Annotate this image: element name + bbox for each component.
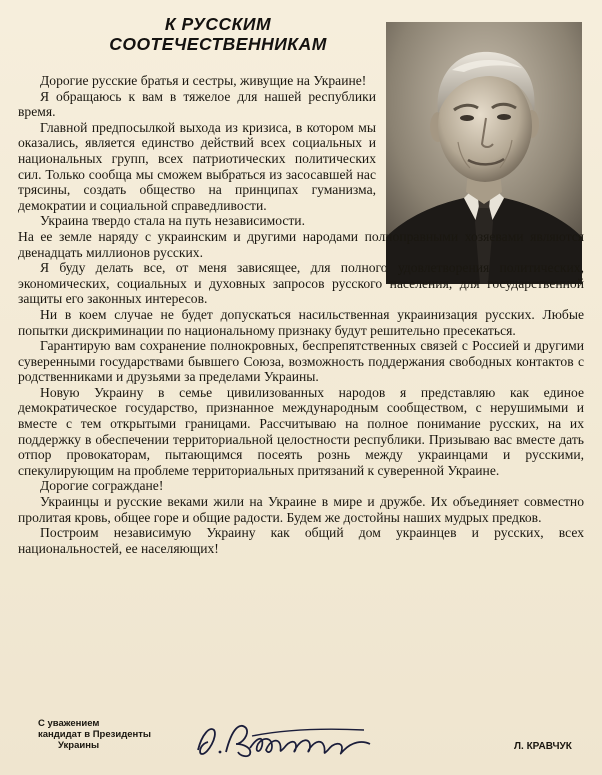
paragraph-friendship: Украинцы и русские веками жили на Украине в мире и дружбе. Их объединяет совместно пролитая кровь, общее горе и общие радости. Будем же достойны наших мудрых предков. (18, 494, 584, 525)
paragraph-dear-citizens: Дорогие сограждане! (40, 478, 164, 494)
paragraph-independence-start: Украина твердо стала на путь независимости. (40, 213, 305, 229)
signature-text: Л. Кравчук (192, 714, 197, 715)
paragraph-rights: Я буду делать все, от меня зависящее, для полного удовлетворения политических, экономических, социальных и духовных запросов русского населения, для государственной защиты его законных интересов. (18, 260, 584, 307)
letter-main-block (18, 229, 584, 556)
closing-line-3: Украины (58, 740, 100, 751)
paragraph-unity: Главной предпосылкой выхода из кризиса, в котором мы оказались, является единство действий всех социальных и национальных групп, всех патриотических политических сил. Только сообща мы сможем выбраться из засосавшей нас трясины, создать общество на принципах гуманизма, демократии и социальной справедливости. (18, 119, 376, 213)
signatory-name: Л. КРАВЧУК (514, 741, 572, 752)
paragraph-ties: Гарантирую вам сохранение полнокровных, беспрепятственных связей с Россией и другими суверенными государствами бывшего Союза, возможность поддержания свободных контактов с родственниками и друзьями за пределами Украины. (18, 338, 584, 385)
paragraph-greeting: Дорогие русские братья и сестры, живущие на Украине! (40, 73, 367, 88)
closing-block (38, 718, 178, 751)
closing-line-2: кандидат в Президенты (38, 729, 152, 740)
paragraph-no-ukrainization: Ни в коем случае не будет допускаться насильственная украинизация русских. Любые попытки дискриминации по национальному признаку будут решительно пресекаться. (18, 306, 584, 338)
title-line-2: СООТЕЧЕСТВЕННИКАМ (109, 34, 327, 54)
paragraph-new-ukraine: Новую Украину в семье цивилизованных народов я представляю как единое демократическое государство, признанное международным сообществом, с нерушимыми и вместе с тем открытыми границами. Рассчитываю на полное понимание русских, на их поддержку в обеспечении территориальной целостности республики. Призываю вас вместе дать отпор провокаторам, пытающимся посеять рознь между украинцами и русскими, спекулирующим на проблеме территориальных притязаний к суверенной Украине. (18, 384, 584, 478)
title-line-1: К РУССКИМ (164, 14, 272, 34)
paragraph-independence-continued: На ее земле наряду с украинским и другими народами полноправными хозяевами являются двенадцать миллионов русских. (18, 228, 584, 260)
handwritten-signature (192, 714, 392, 764)
leaflet-title (88, 14, 348, 54)
closing-line-1: С уважением (38, 718, 100, 729)
paragraph-common-home: Построим независимую Украину как общий дом украинцев и русских, всех национальностей, ее населяющих! (18, 525, 584, 556)
letter-top-block (18, 73, 376, 229)
paragraph-address: Я обращаюсь к вам в тяжелое для нашей республики время. (18, 88, 376, 120)
letter-body (18, 73, 584, 556)
